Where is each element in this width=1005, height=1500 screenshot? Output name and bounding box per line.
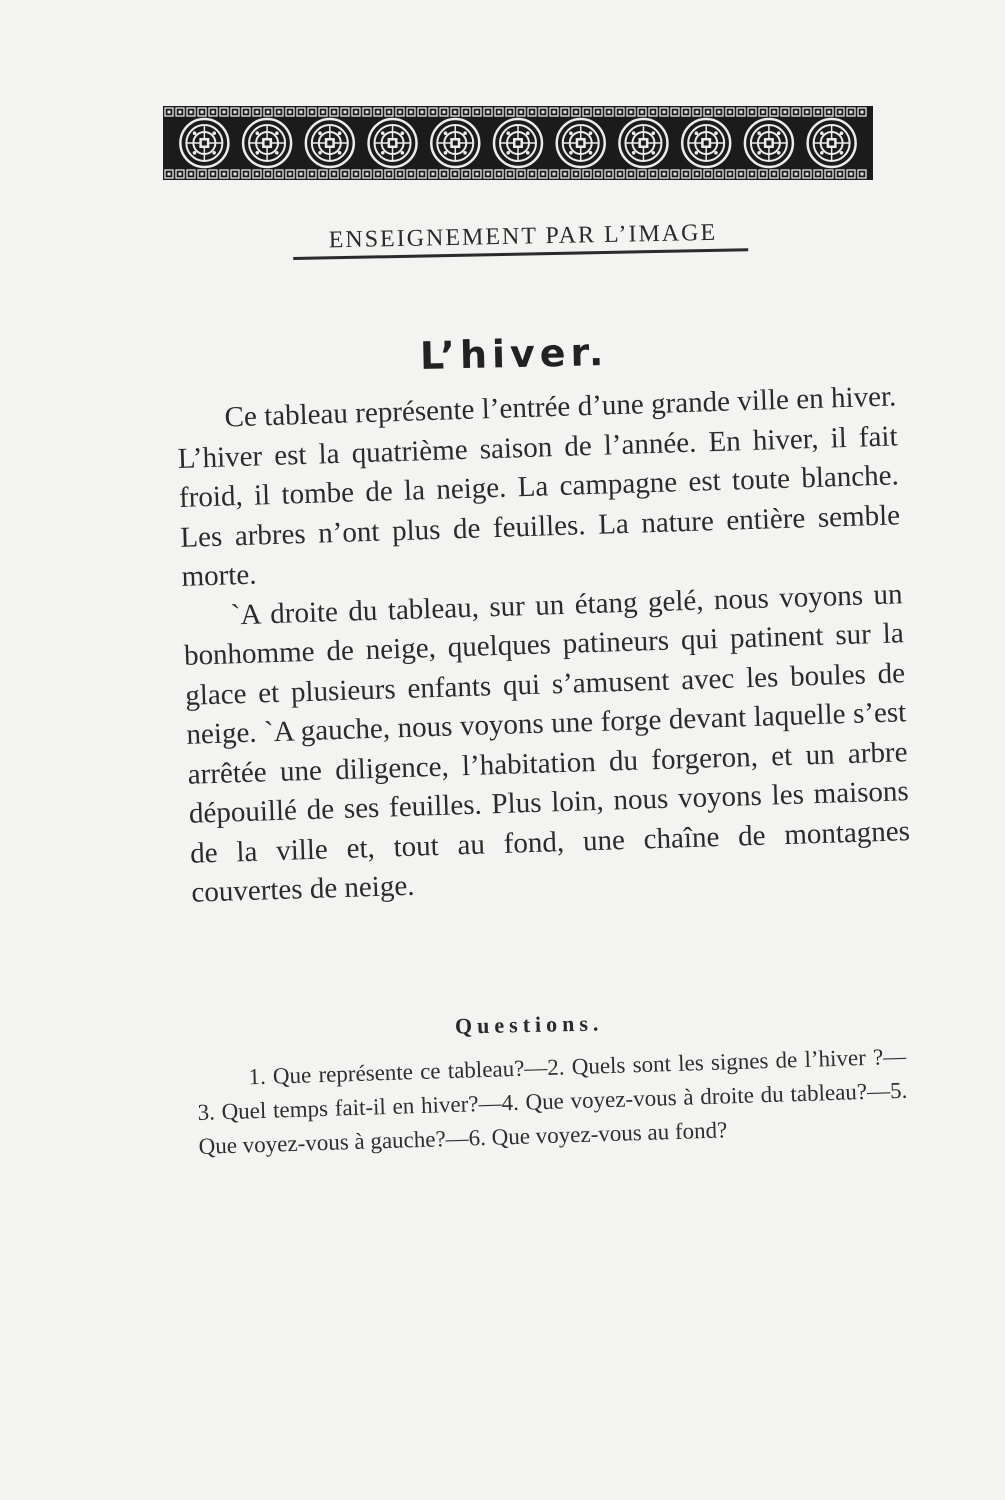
ornament-icon [163,100,873,186]
lesson-title: L’hiver. [419,330,609,378]
questions-list: 1. Que représente ce tableau?—2. Quels sont les signes de l’hiver ?— 3. Quel temps fait-il en hiver?—4. Que voyez-vous à droite du tableau?—5. Que voyez-vous à gauche?—6. Que voyez-vous au fond? [197,1043,908,1159]
section-heading [293,219,754,260]
section-heading-text: ENSEIGNEMENT PAR L’IMAGE [328,219,718,254]
paragraph-intro: Ce tableau représente l’entrée d’une grande ville en hiver. L’hiver est la quatrième saison de l’année. En hiver, il fait froid, il tombe de la neige. La campagne est toute blanche. Les arbres n’ont plus de feuilles. La nature entière semble morte. [177,380,901,593]
paragraph-description: `A droite du tableau, sur un étang gelé, nous voyons un bonhomme de neige, quelques patineurs qui patinent sur la glace et plusieurs enfants qui s’amusent avec les boules de neige. `A gauche, nous voyons une forge devant laquelle s’est arrêtée une diligence, l’habitation du forgeron, et un arbre dépouillé de ses feuilles. Plus loin, nous voyons les maisons de la ville et, tout au fond, une chaîne de montagnes couvertes de neige. [183,577,911,909]
ornamental-banner [163,100,873,186]
questions-heading: Questions. [454,1010,604,1039]
lesson-body [176,377,912,913]
